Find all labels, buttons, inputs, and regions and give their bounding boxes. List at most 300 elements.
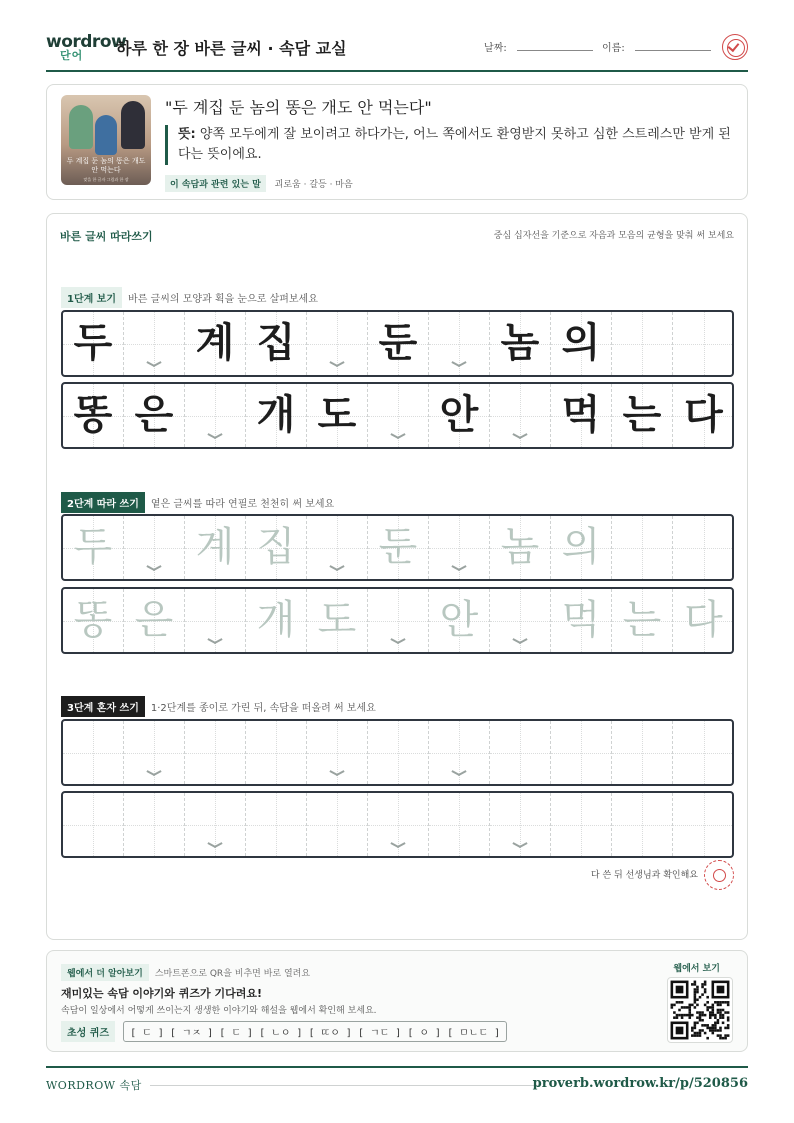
grid-cell [612, 312, 673, 375]
space-mark-icon [513, 842, 527, 850]
model-character: 둔 [378, 320, 418, 366]
qr-module [683, 1006, 686, 1009]
practice-title: 바른 글씨 따라쓰기 [60, 230, 153, 243]
practice-hint: 중심 십자선을 기준으로 자음과 모음의 균형을 맞춰 써 보세요 [493, 231, 734, 241]
trace-character: 도 [317, 597, 357, 643]
qr-module [719, 1037, 722, 1040]
qr-module [704, 1004, 707, 1007]
grid-cell[interactable] [429, 516, 490, 579]
space-mark-icon [452, 770, 466, 778]
model-character: 의 [561, 320, 601, 366]
qr-module [714, 1016, 717, 1019]
qr-module [694, 1032, 697, 1035]
grid-cell [490, 384, 551, 447]
space-mark-icon [147, 361, 161, 369]
qr-module [717, 1001, 720, 1004]
grid-cell[interactable] [63, 721, 124, 784]
step1-label [61, 287, 318, 308]
name-line [635, 43, 711, 51]
grid-cell[interactable] [490, 516, 551, 579]
teacher-check [591, 860, 734, 890]
date-label: 날짜: [484, 43, 507, 54]
qr-module [673, 1016, 676, 1019]
qr-module [724, 1034, 727, 1037]
space-mark-icon [330, 565, 344, 573]
qr-module [686, 1014, 689, 1017]
qr-module [727, 1027, 730, 1030]
grid-cell[interactable] [185, 516, 246, 579]
trace-character: 안 [439, 597, 479, 643]
grid-cell[interactable] [246, 721, 307, 784]
qr-module [699, 1034, 702, 1037]
grid-cell [124, 312, 185, 375]
grid-cell[interactable] [673, 516, 734, 579]
qr-module [719, 1004, 722, 1007]
qr-module [719, 1001, 722, 1004]
illustration-small-caption: 맞을 한 글자 그림과 한 장 [83, 177, 129, 182]
qr-module [673, 1011, 676, 1014]
qr-module [714, 1027, 717, 1030]
grid-cell [368, 384, 429, 447]
qr-code-icon[interactable] [667, 977, 733, 1043]
grid-cell[interactable] [246, 589, 307, 652]
qr-module [712, 1014, 715, 1017]
web-headline: 재미있는 속담 이야기와 퀴즈가 기다려요! [61, 987, 262, 1000]
qr-module [694, 1001, 697, 1004]
step2-desc: 옅은 글씨를 따라 연필로 천천히 써 보세요 [150, 499, 335, 510]
teacher-note: 다 쓴 뒤 선생님과 확인해요 [590, 870, 698, 881]
qr-module [712, 1029, 715, 1032]
figure-woman-left [69, 105, 93, 149]
qr-module [676, 1016, 679, 1019]
qr-module [719, 1016, 722, 1019]
qr-module [688, 1009, 691, 1012]
proverb-meaning [165, 125, 731, 165]
proverb-title: "두 계집 둔 놈의 똥은 개도 안 먹는다" [165, 98, 432, 117]
space-mark-icon [452, 361, 466, 369]
grid-cell [368, 312, 429, 375]
qr-module [719, 1034, 722, 1037]
grid-cell[interactable] [551, 793, 612, 856]
check-mark-icon [728, 40, 740, 52]
grid-cell[interactable] [673, 721, 734, 784]
qr-module [699, 1011, 702, 1014]
qr-module [714, 1029, 717, 1032]
logo-sub: 단어 [60, 49, 84, 62]
grid-cell [551, 312, 612, 375]
model-character: 는 [622, 392, 662, 438]
grid-cell[interactable] [307, 721, 368, 784]
qr-module [686, 1006, 689, 1009]
step2-row1[interactable] [61, 514, 734, 581]
space-mark-icon [208, 638, 222, 646]
qr-module [694, 983, 697, 986]
web-desc: 속담이 일상에서 어떻게 쓰이는지 생생한 이야기와 해설을 웹에서 확인해 보세요. [61, 1006, 377, 1016]
qr-module [709, 1027, 712, 1030]
grid-cell[interactable] [124, 589, 185, 652]
model-character: 집 [256, 320, 296, 366]
qr-module [696, 1034, 699, 1037]
qr-module [681, 1006, 684, 1009]
proverb-illustration [61, 95, 151, 185]
space-mark-icon [391, 433, 405, 441]
step3-label [61, 696, 376, 717]
qr-module [694, 1027, 697, 1030]
model-character: 두 [73, 320, 113, 366]
qr-module [701, 986, 704, 989]
model-character: 놈 [500, 320, 540, 366]
qr-module [699, 1016, 702, 1019]
logo-word: wordrow [46, 32, 127, 52]
grid-cell[interactable] [673, 589, 734, 652]
qr-module [701, 1029, 704, 1032]
qr-module [696, 1011, 699, 1014]
grid-cell [124, 384, 185, 447]
qr-module [722, 1022, 725, 1025]
grid-cell [673, 312, 734, 375]
qr-module [704, 981, 707, 984]
qr-module [717, 1022, 720, 1025]
qr-module [717, 1034, 720, 1037]
chosung-quiz [61, 1021, 507, 1042]
illustration-caption: 두 계집 둔 놈의 똥은 개도 안 먹는다 [66, 157, 146, 174]
qr-module [696, 1016, 699, 1019]
qr-module [691, 1027, 694, 1030]
trace-character: 의 [561, 524, 601, 570]
grid-cell[interactable] [490, 793, 551, 856]
grid-cell [673, 384, 734, 447]
grid-cell[interactable] [307, 589, 368, 652]
space-mark-icon [513, 433, 527, 441]
grid-cell[interactable] [612, 721, 673, 784]
qr-module [717, 1009, 720, 1012]
qr-module [701, 1011, 704, 1014]
qr-module [691, 1029, 694, 1032]
qr-module [727, 1004, 730, 1007]
meaning-text: 양쪽 모두에게 잘 보이려고 하다가는, 어느 쪽에서도 환영받지 못하고 심한 스트레스만 받게 된다는 뜻이에요. [178, 127, 731, 162]
step2-row2[interactable] [61, 587, 734, 654]
qr-module [691, 1004, 694, 1007]
space-mark-icon [513, 638, 527, 646]
model-character: 은 [134, 392, 174, 438]
qr-module [696, 1022, 699, 1025]
qr-module [709, 1016, 712, 1019]
grid-cell[interactable] [307, 793, 368, 856]
qr-module [712, 1009, 715, 1012]
grid-cell[interactable] [490, 589, 551, 652]
qr-module [722, 1014, 725, 1017]
qr-module [714, 1014, 717, 1017]
qr-module [696, 991, 699, 994]
quiz-label: 초성 퀴즈 [61, 1021, 115, 1042]
grid-cell[interactable] [612, 516, 673, 579]
model-character: 도 [317, 392, 357, 438]
grid-cell [429, 384, 490, 447]
name-field[interactable] [602, 39, 711, 54]
qr-module [691, 983, 694, 986]
grid-cell [63, 384, 124, 447]
space-mark-icon [208, 433, 222, 441]
qr-module [719, 1027, 722, 1030]
qr-module [701, 1024, 704, 1027]
qr-title: 웹에서 보기 [673, 964, 720, 974]
qr-module [694, 988, 697, 991]
qr-module [688, 1014, 691, 1017]
figure-woman-right [121, 101, 145, 149]
grid-cell[interactable] [63, 793, 124, 856]
grid-cell [551, 384, 612, 447]
qr-module [676, 1014, 679, 1017]
related-words [165, 175, 353, 192]
trace-character: 똥 [73, 597, 113, 643]
model-character: 안 [439, 392, 479, 438]
qr-module [704, 991, 707, 994]
qr-module [688, 1006, 691, 1009]
qr-module [696, 986, 699, 989]
qr-module [671, 1006, 674, 1009]
web-badge-desc: 스마트폰으로 QR을 비추면 바로 열려요 [154, 969, 311, 979]
model-character: 똥 [73, 392, 113, 438]
qr-code-graphic [668, 978, 732, 1042]
practice-panel [46, 213, 748, 940]
qr-module [727, 1024, 730, 1027]
step3-desc: 1·2단계를 종이로 가린 뒤, 속담을 떠올려 써 보세요 [150, 703, 376, 714]
qr-module [724, 1037, 727, 1040]
qr-module [704, 988, 707, 991]
qr-module [722, 1037, 725, 1040]
grid-cell [429, 312, 490, 375]
qr-module [706, 1009, 709, 1012]
qr-module [701, 1014, 704, 1017]
qr-module [727, 1034, 730, 1037]
trace-character: 놈 [500, 524, 540, 570]
step1-row1 [61, 310, 734, 377]
qr-module [712, 1006, 715, 1009]
qr-module [712, 1027, 715, 1030]
qr-module [688, 1004, 691, 1007]
grid-cell[interactable] [63, 516, 124, 579]
grid-cell[interactable] [612, 793, 673, 856]
trace-character: 둔 [378, 524, 418, 570]
qr-module [701, 1019, 704, 1022]
trace-character: 집 [256, 524, 296, 570]
qr-module [709, 1006, 712, 1009]
qr-module [709, 1014, 712, 1017]
grid-cell[interactable] [185, 589, 246, 652]
qr-module [714, 1022, 717, 1025]
qr-module [722, 1016, 725, 1019]
grid-cell[interactable] [63, 589, 124, 652]
qr-module [704, 1032, 707, 1035]
qr-module [699, 1032, 702, 1035]
grid-cell [246, 384, 307, 447]
web-badge-row [61, 964, 310, 981]
step3-row2[interactable] [61, 791, 734, 858]
qr-module [696, 988, 699, 991]
space-mark-icon [208, 842, 222, 850]
trace-character: 개 [256, 597, 296, 643]
qr-module [678, 1009, 681, 1012]
wordrow-logo[interactable] [46, 32, 127, 62]
step2-label [61, 492, 334, 513]
grid-cell[interactable] [124, 793, 185, 856]
page-footer [46, 1066, 748, 1100]
space-mark-icon [391, 638, 405, 646]
qr-module [694, 1022, 697, 1025]
grid-cell [490, 312, 551, 375]
qr-module [694, 993, 697, 996]
trace-character: 은 [134, 597, 174, 643]
grid-cell[interactable] [368, 516, 429, 579]
grid-cell[interactable] [246, 793, 307, 856]
qr-module [717, 1004, 720, 1007]
space-mark-icon [330, 770, 344, 778]
proverb-card [46, 84, 748, 200]
grid-cell[interactable] [429, 793, 490, 856]
grid-cell [307, 384, 368, 447]
grid-cell[interactable] [368, 793, 429, 856]
date-line [517, 43, 593, 51]
qr-module [688, 1016, 691, 1019]
qr-module [727, 1001, 730, 1004]
trace-character: 먹 [561, 597, 601, 643]
grid-cell[interactable] [368, 721, 429, 784]
footer-divider [150, 1085, 538, 1086]
qr-module [694, 981, 697, 984]
grid-cell [63, 312, 124, 375]
grid-cell[interactable] [185, 721, 246, 784]
step1-badge: 1단계 보기 [61, 287, 122, 308]
figure-man-center [95, 115, 117, 155]
qr-module [681, 1016, 684, 1019]
grid-cell[interactable] [429, 589, 490, 652]
qr-finder-core [676, 986, 684, 994]
grid-cell[interactable] [490, 721, 551, 784]
grid-cell[interactable] [673, 793, 734, 856]
grid-cell [185, 312, 246, 375]
qr-module [699, 1014, 702, 1017]
grid-cell [246, 312, 307, 375]
qr-module [717, 1011, 720, 1014]
qr-module [712, 1011, 715, 1014]
grid-cell[interactable] [307, 516, 368, 579]
qr-module [712, 1024, 715, 1027]
meaning-prefix: 뜻: [178, 127, 196, 142]
qr-module [691, 1014, 694, 1017]
qr-module [694, 991, 697, 994]
qr-module [727, 1011, 730, 1014]
trace-character: 는 [622, 597, 662, 643]
qr-module [724, 1001, 727, 1004]
qr-finder-core [717, 986, 725, 994]
qr-module [701, 983, 704, 986]
page-title: 하루 한 장 바른 글씨 · 속담 교실 [116, 39, 347, 58]
qr-module [722, 1009, 725, 1012]
model-character: 계 [195, 320, 235, 366]
space-mark-icon [330, 361, 344, 369]
qr-module [704, 1014, 707, 1017]
grid-cell[interactable] [124, 721, 185, 784]
qr-module [722, 1001, 725, 1004]
qr-module [712, 1004, 715, 1007]
grid-cell[interactable] [368, 589, 429, 652]
space-mark-icon [452, 565, 466, 573]
grid-cell[interactable] [429, 721, 490, 784]
qr-module [719, 1029, 722, 1032]
qr-module [704, 983, 707, 986]
qr-module [681, 1014, 684, 1017]
qr-module [701, 993, 704, 996]
grid-cell[interactable] [551, 721, 612, 784]
space-mark-icon [147, 770, 161, 778]
grid-cell[interactable] [124, 516, 185, 579]
quiz-hints[interactable]: [ ㄷ ] [ ㄱㅈ ] [ ㄷ ] [ ㄴㅇ ] [ ㄸㅇ ] [ ㄱㄷ ] [ ㅇ ] [ ㅁㄴㄷ ] [123, 1021, 507, 1042]
qr-module [709, 1011, 712, 1014]
qr-module [706, 1024, 709, 1027]
qr-module [706, 996, 709, 999]
grid-cell[interactable] [551, 589, 612, 652]
grid-cell [307, 312, 368, 375]
model-character: 먹 [561, 392, 601, 438]
qr-module [724, 1011, 727, 1014]
qr-module [719, 1009, 722, 1012]
qr-module [706, 1037, 709, 1040]
qr-finder-core [676, 1027, 684, 1035]
qr-module [709, 1029, 712, 1032]
qr-module [706, 1027, 709, 1030]
qr-module [683, 1014, 686, 1017]
step1-desc: 바른 글씨의 모양과 획을 눈으로 살펴보세요 [128, 294, 318, 305]
qr-module [699, 1019, 702, 1022]
qr-module [694, 998, 697, 1001]
check-stamp-icon [722, 34, 748, 60]
grid-cell[interactable] [246, 516, 307, 579]
related-label: 이 속담과 관련 있는 말 [165, 175, 266, 192]
date-field[interactable] [484, 39, 593, 54]
qr-module [706, 1006, 709, 1009]
name-label: 이름: [602, 43, 625, 54]
page-header [46, 26, 748, 72]
related-list: 괴로움 · 갈등 · 마음 [274, 180, 353, 190]
qr-module [719, 1014, 722, 1017]
qr-module [714, 1001, 717, 1004]
web-promo-box [46, 950, 748, 1052]
qr-module [714, 1024, 717, 1027]
qr-module [681, 1001, 684, 1004]
qr-module [724, 1027, 727, 1030]
trace-character: 다 [684, 597, 723, 643]
qr-module [696, 1032, 699, 1035]
footer-url[interactable]: proverb.wordrow.kr/p/520856 [532, 1076, 748, 1091]
trace-character: 계 [195, 524, 235, 570]
step3-row1[interactable] [61, 719, 734, 786]
qr-module [717, 1019, 720, 1022]
grid-cell[interactable] [185, 793, 246, 856]
qr-module [712, 1032, 715, 1035]
grid-cell [185, 384, 246, 447]
space-mark-icon [147, 565, 161, 573]
grid-cell[interactable] [612, 589, 673, 652]
step1-row2 [61, 382, 734, 449]
trace-character: 두 [73, 524, 113, 570]
grid-cell [612, 384, 673, 447]
step2-badge: 2단계 따라 쓰기 [61, 492, 145, 513]
grid-cell[interactable] [551, 516, 612, 579]
qr-module [678, 1014, 681, 1017]
qr-module [696, 998, 699, 1001]
qr-module [673, 1004, 676, 1007]
qr-module [706, 1001, 709, 1004]
